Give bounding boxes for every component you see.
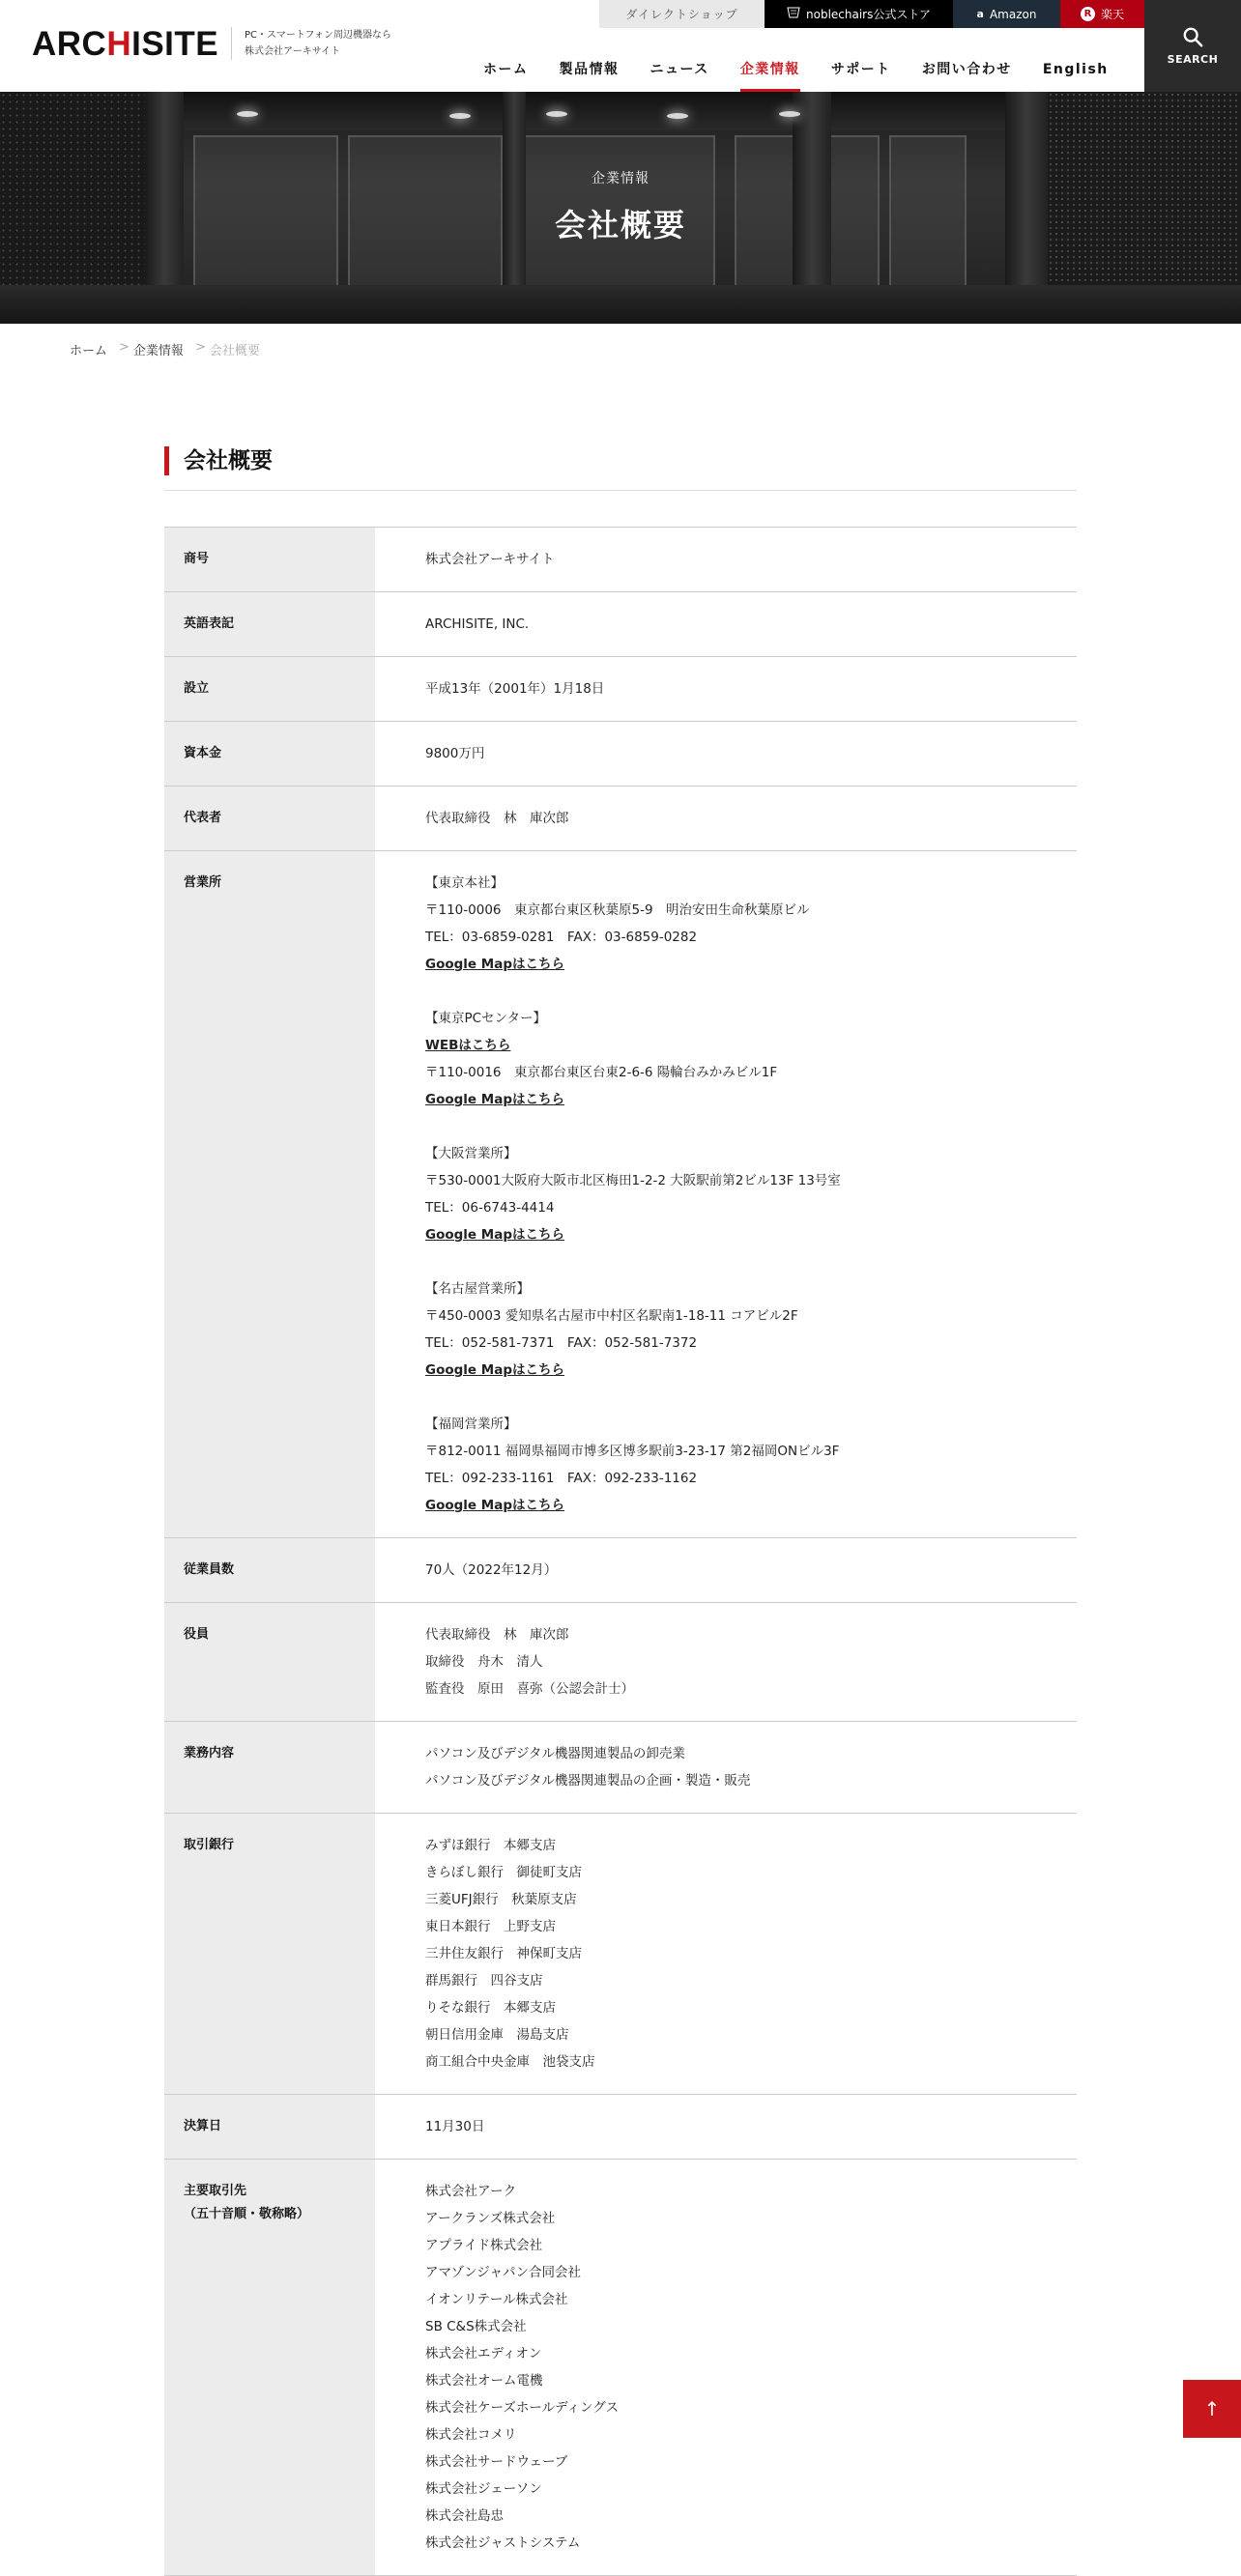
search-icon [1182,26,1203,47]
row-label-capital: 資本金 [164,722,375,786]
row-label-fiscal: 決算日 [164,2095,375,2159]
row-label-trade-name: 商号 [164,528,375,591]
row-value-representative [375,787,1077,850]
top-shop-links [599,0,1144,28]
table-row [164,592,1077,657]
office-address: 〒530-0001大阪府大阪市北区梅田1-2-2 大阪駅前第2ビル13F 13号室 [425,1173,841,1188]
client-line: 株式会社コメリ [425,2427,517,2443]
client-line: 株式会社アーク [425,2184,517,2199]
tagline-line-2: 株式会社アーキサイト [245,46,340,57]
officer-line: 取締役 舟木 清人 [425,1654,543,1670]
noblechairs-icon [787,7,800,21]
row-value-banks [375,1814,1077,2094]
table-row [164,2095,1077,2160]
office-tel: TEL：06-6743-4414 [425,1200,555,1216]
bank-line: 群馬銀行 四谷支店 [425,1973,543,1989]
nav-item-company[interactable]: 企業情報 [740,58,800,92]
office-name: 【東京本社】 [425,875,504,891]
table-row [164,1814,1077,2095]
nav-item-contact[interactable]: お問い合わせ [921,62,1012,77]
arrow-up-icon: ↑ [1203,2397,1221,2420]
google-map-link[interactable]: Google Mapはこちら [425,1227,564,1243]
client-line: 株式会社オーム電機 [425,2373,543,2389]
row-value-employees [375,1538,1077,1602]
noblechairs-store-link[interactable] [765,0,953,28]
business-line: パソコン及びデジタル機器関連製品の企画・製造・販売 [425,1773,751,1789]
row-value-fiscal [375,2095,1077,2159]
english-name-text: ARCHISITE, INC. [425,616,530,632]
nav-item-english[interactable]: English [1042,62,1109,77]
rakuten-label: 楽天 [1100,8,1124,21]
client-line: 株式会社島忠 [425,2508,504,2524]
office-tel: TEL：052-581-7371 FAX：052-581-7372 [425,1335,698,1351]
row-value-clients [375,2160,1077,2575]
client-line: 株式会社エディオン [425,2346,542,2361]
row-label-business: 業務内容 [164,1722,375,1813]
office-name: 【名古屋営業所】 [425,1281,530,1297]
bank-line: みずほ銀行 本郷支店 [425,1838,556,1853]
client-line: アークランズ株式会社 [425,2211,556,2226]
google-map-link[interactable]: Google Mapはこちら [425,1498,564,1513]
hero-ceiling-lamp [667,113,688,119]
client-line: 株式会社ジャストシステム [425,2535,581,2551]
office-address: 〒110-0006 東京都台東区秋葉原5-9 明治安田生命秋葉原ビル [425,902,810,918]
hero-subtitle: 企業情報 [592,171,649,186]
row-label-offices: 営業所 [164,851,375,1537]
rakuten-icon: R [1081,7,1095,21]
hero-ceiling-lamp [449,113,471,119]
breadcrumb-home[interactable]: ホーム [70,344,108,358]
bank-line: 商工組合中央金庫 池袋支店 [425,2054,595,2070]
client-line: 株式会社ジェーソン [425,2481,542,2497]
table-row [164,1603,1077,1722]
office-name: 【東京PCセンター】 [425,1011,547,1026]
main-nav [483,58,1140,92]
google-map-link[interactable]: Google Mapはこちら [425,1362,564,1378]
row-label-banks: 取引銀行 [164,1814,375,2094]
employees-text: 70人（2022年12月） [425,1562,558,1578]
google-map-link[interactable]: Google Mapはこちら [425,1092,564,1107]
hero-title: 会社概要 [554,207,686,243]
office-address: 〒450-0003 愛知県名古屋市中村区名駅南1-18-11 コアビル2F [425,1308,798,1324]
row-value-established [375,657,1077,721]
row-label-employees: 従業員数 [164,1538,375,1602]
client-line: SB C&S株式会社 [425,2319,527,2334]
site-header [0,0,1241,92]
table-row [164,722,1077,787]
company-info-table [164,527,1077,2576]
bank-line: 三菱UFJ銀行 秋葉原支店 [425,1892,577,1907]
breadcrumb-parent[interactable]: 企業情報 [132,344,184,358]
office-address: 〒110-0016 東京都台東区台東2-6-6 陽輪台みかみビル1F [425,1065,778,1080]
breadcrumb-separator: > [194,340,206,355]
nav-item-support[interactable]: サポート [830,62,891,77]
bank-line: りそな銀行 本郷支店 [425,2000,556,2016]
client-line: 株式会社ケーズホールディングス [425,2400,620,2416]
table-row [164,528,1077,592]
table-row [164,787,1077,851]
nav-item-news[interactable]: ニュース [649,62,709,77]
breadcrumb [70,340,260,358]
search-button[interactable] [1144,0,1241,92]
nav-item-home[interactable]: ホーム [483,62,529,77]
hero-ceiling-lamp [546,111,567,117]
clients-label-line-1: 主要取引先 [184,2184,247,2198]
direct-shop-link[interactable]: ダイレクトショップ [599,0,765,28]
fiscal-text: 11月30日 [425,2119,485,2134]
row-value-business [375,1722,1077,1813]
row-label-english-name: 英語表記 [164,592,375,656]
client-line: イオンリテール株式会社 [425,2292,568,2307]
clients-label-line-2: （五十音順・敬称略） [184,2207,310,2221]
amazon-icon: a [976,8,984,20]
office-address: 〒812-0011 福岡県福岡市博多区博多駅前3-23-17 第2福岡ONビル3F [425,1444,840,1459]
row-value-offices [375,851,1077,1537]
capital-text: 9800万円 [425,746,485,761]
web-link[interactable]: WEBはこちら [425,1038,511,1053]
hero-floor [0,285,1241,324]
row-value-officers [375,1603,1077,1721]
office-tel: TEL：03-6859-0281 FAX：03-6859-0282 [425,930,698,945]
row-value-english-name [375,592,1077,656]
search-label: SEARCH [1167,53,1219,66]
table-row [164,1538,1077,1603]
client-line: 株式会社サードウェーブ [425,2454,568,2470]
nav-item-products[interactable]: 製品情報 [559,62,620,77]
tagline-line-1: PC・スマートフォン周辺機器なら [245,30,392,41]
bank-line: きらぼし銀行 御徒町支店 [425,1865,582,1880]
table-row [164,1722,1077,1814]
established-text: 平成13年（2001年）1月18日 [425,681,605,697]
amazon-link[interactable] [953,0,1060,28]
noblechairs-store-label: noblechairs公式ストア [806,8,931,21]
site-logo[interactable]: ARCHISITE [32,25,219,63]
row-value-trade-name [375,528,1077,591]
officer-line: 代表取締役 林 庫次郎 [425,1627,569,1643]
office-name: 【福岡営業所】 [425,1417,517,1432]
business-line: パソコン及びデジタル機器関連製品の卸売業 [425,1746,685,1761]
client-line: アマゾンジャパン合同会社 [425,2265,581,2280]
breadcrumb-current: 会社概要 [209,344,260,358]
table-row [164,2160,1077,2576]
table-row [164,851,1077,1538]
amazon-label: Amazon [989,7,1037,21]
row-label-clients [164,2160,375,2575]
page-top-button[interactable] [1183,2380,1241,2438]
bank-line: 朝日信用金庫 湯島支店 [425,2027,569,2043]
row-value-capital [375,722,1077,786]
hero-ceiling-lamp [237,111,258,117]
section-title [164,446,1077,491]
rakuten-link[interactable] [1060,0,1144,28]
officer-line: 監査役 原田 喜弥（公認会計士） [425,1681,634,1697]
trade-name-text: 株式会社アーキサイト [425,552,555,567]
hero-ceiling-lamp [779,111,800,117]
breadcrumb-separator: > [119,340,130,355]
row-label-officers: 役員 [164,1603,375,1721]
bank-line: 東日本銀行 上野支店 [425,1919,556,1934]
section-title-text: 会社概要 [184,448,273,473]
office-name: 【大阪営業所】 [425,1146,517,1161]
representative-text: 代表取締役 林 庫次郎 [425,811,569,826]
office-tel: TEL：092-233-1161 FAX：092-233-1162 [425,1471,698,1486]
row-label-representative: 代表者 [164,787,375,850]
row-label-established: 設立 [164,657,375,721]
site-tagline [231,27,424,60]
table-row [164,657,1077,722]
bank-line: 三井住友銀行 神保町支店 [425,1946,582,1961]
google-map-link[interactable]: Google Mapはこちら [425,957,564,972]
client-line: アプライド株式会社 [425,2238,543,2253]
section-title-accent-bar [164,446,169,475]
